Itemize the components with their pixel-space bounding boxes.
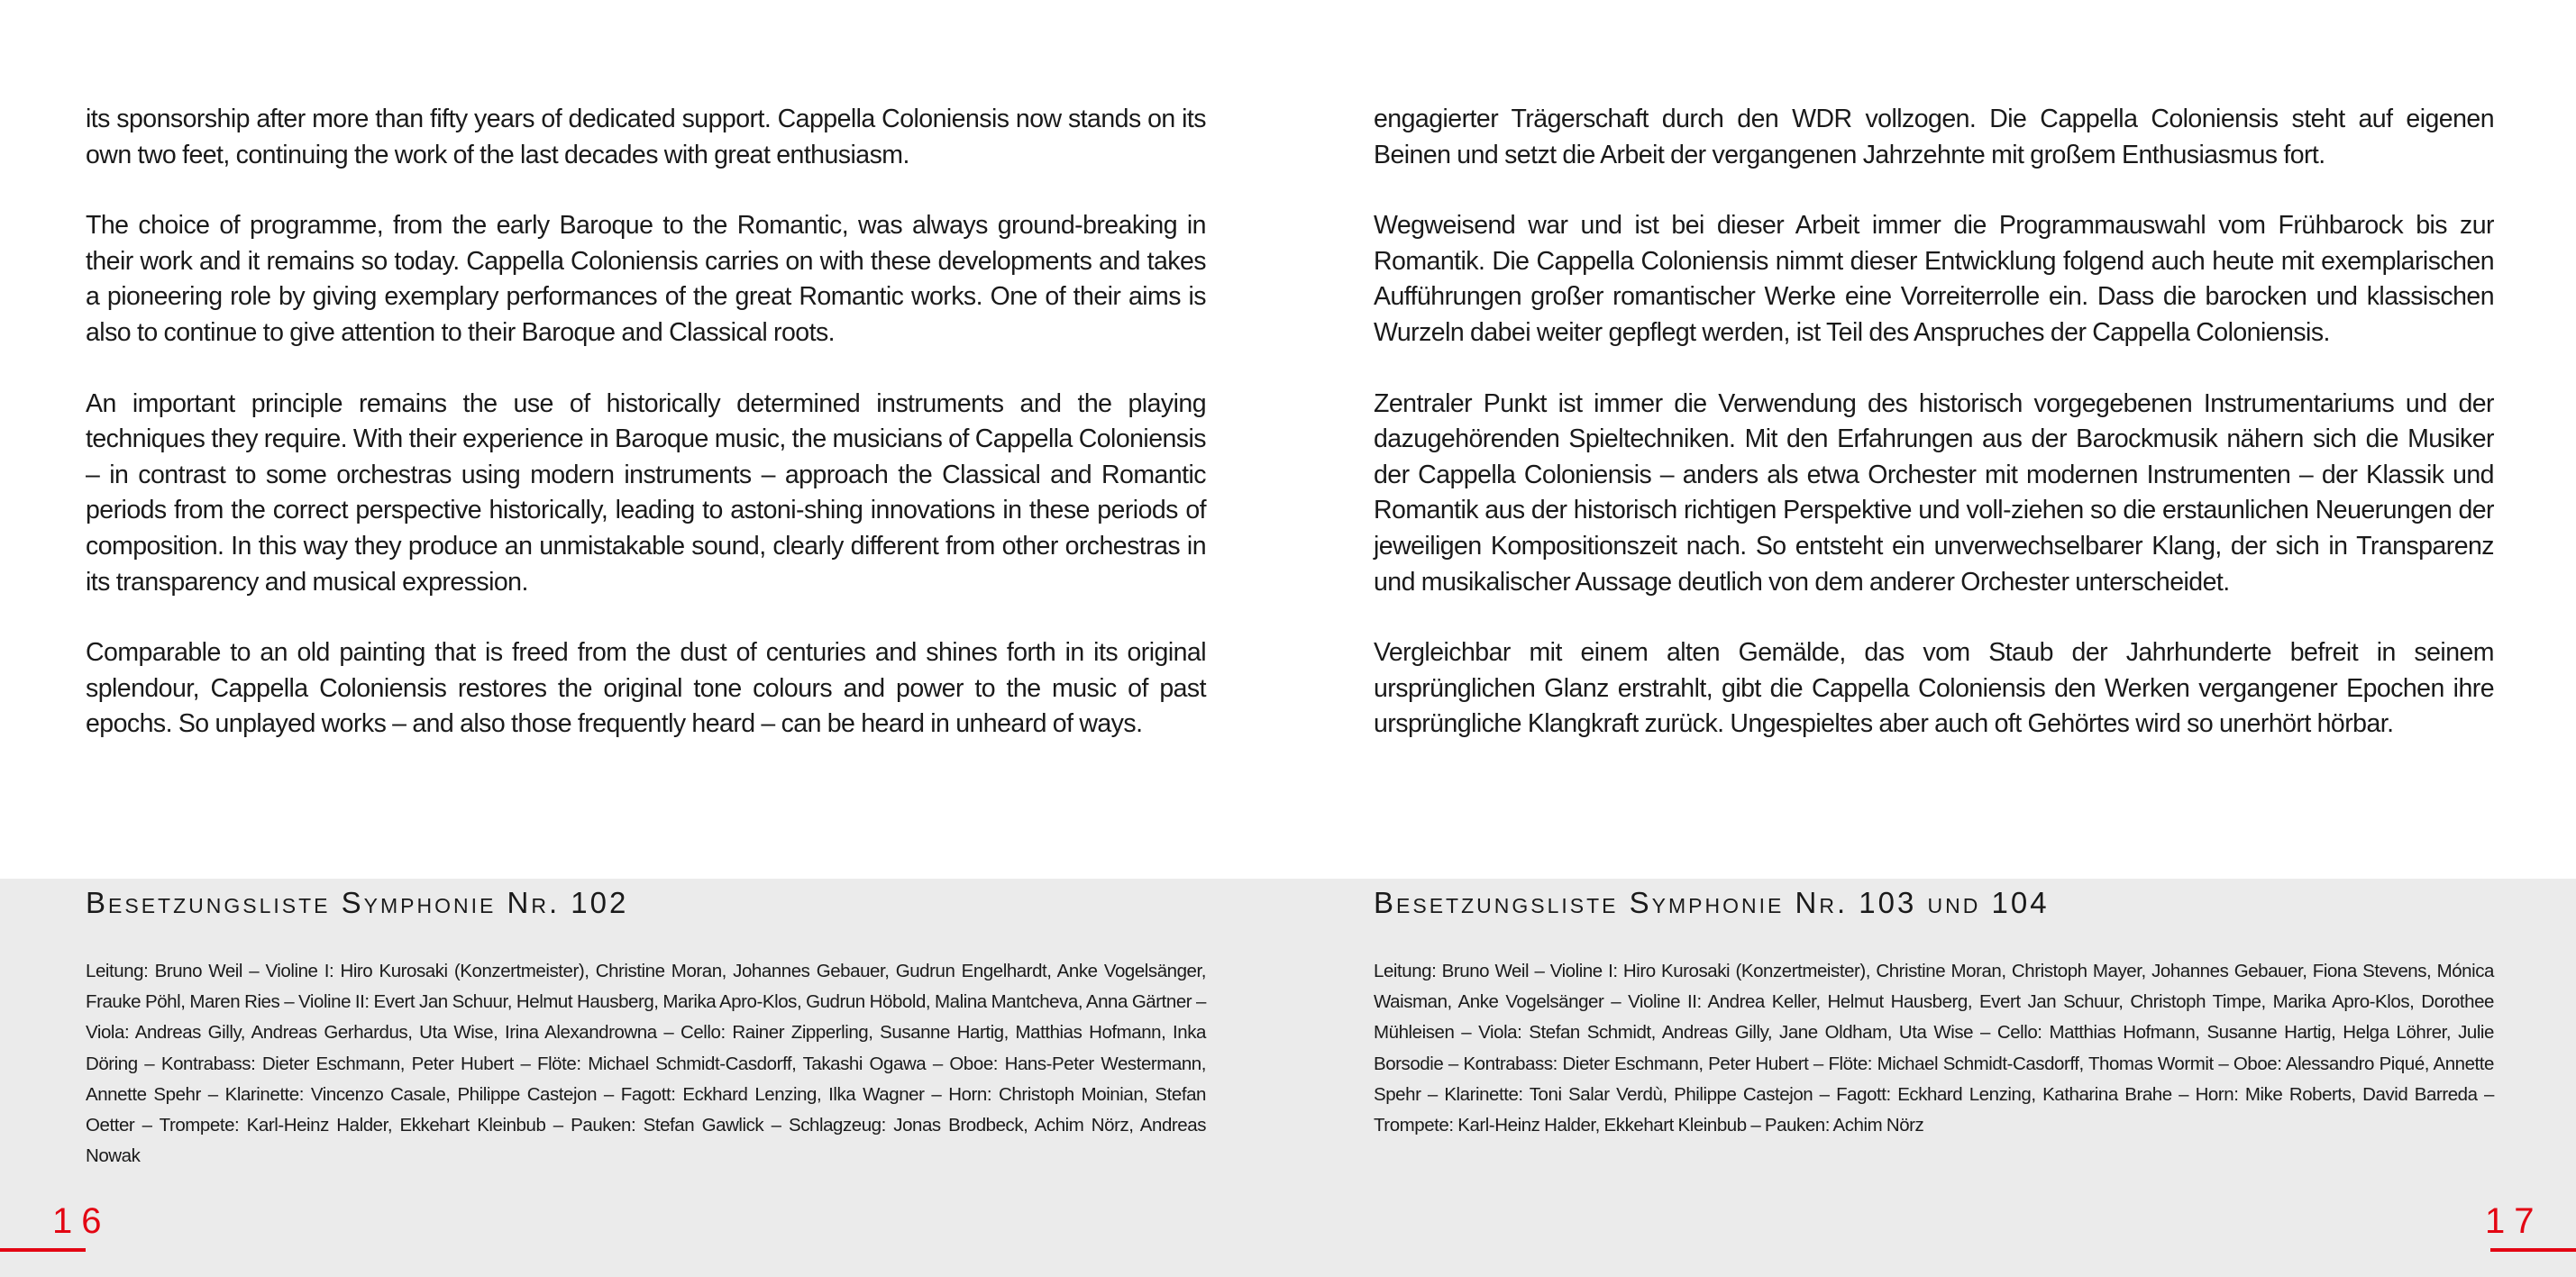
right-page-number: 17 <box>2485 1201 2544 1241</box>
left-cast-list: Leitung: Bruno Weil – Violine I: Hiro Kurosaki (Konzertmeister), Christine Moran, Johannes Gebauer, Gudrun Engelhardt, Anke Vogelsänger, Frauke Pöhl, Maren Ries – Violine II: Evert Jan Schuur, Helmut Hausberg, Marika Apro-Klos, Gudrun Höbold, Malina Mantcheva, Anna Gärtner – Viola: Andreas Gilly, Andreas Gerhardus, Uta Wise, Irina Alexandrowna – Cello: Rainer Zipperling, Susanne Hartig, Matthias Hofmann, Inka Döring – Kontrabass: Dieter Eschmann, Peter Hubert – Flöte: Michael Schmidt-Casdorff, Takashi Ogawa – Oboe: Hans-Peter Westermann, Annette Spehr – Klarinette: Vincenzo Casale, Philippe Castejon – Fagott: Eckhard Lenzing, Ilka Wagner – Horn: Christoph Moinian, Stefan Oetter – Trompete: Karl-Heinz Halder, Ekkehart Kleinbub – Pauken: Stefan Gawlick – Schlagzeug: Jonas Brodbeck, Achim Nörz, Andreas Nowak <box>86 961 1206 1167</box>
left-cast-heading: Besetzungsliste Symphonie Nr. 102 <box>86 886 629 919</box>
right-page-body <box>1374 102 2494 778</box>
left-paragraph-3: An important principle remains the use of historically determined instruments and the playing techniques they require. With their experience in Baroque music, the musicians of Cappella Coloniensis – in contrast to some orchestras using modern instruments – approach the Classical and Romantic periods from the correct perspective historically, leading to astoni-shing innovations in these periods of composition. In this way they produce an unmistakable sound, clearly different from other orchestras in its transparency and musical expression. <box>86 388 1206 597</box>
right-cast-heading: Besetzungsliste Symphonie Nr. 103 und 104 <box>1374 886 2050 919</box>
left-cast-section <box>86 883 1206 1172</box>
right-paragraph-1: engagierter Trägerschaft durch den WDR vollzogen. Die Cappella Coloniensis steht auf eigenen Beinen und setzt die Arbeit der vergangenen Jahrzehnte mit großem Enthusiasmus fort. <box>1374 105 2494 169</box>
right-page-number-rule <box>2490 1248 2576 1252</box>
right-paragraph-2: Wegweisend war und ist bei dieser Arbeit immer die Programmauswahl vom Frühbarock bis zur Romantik. Die Cappella Coloniensis nimmt dieser Entwicklung folgend auch heute mit exemplarischen Aufführungen großer romantischer Werke eine Vorreiterrolle ein. Dass die barocken und klassischen Wurzeln dabei weiter gepflegt werden, ist Teil des Anspruches der Cappella Coloniensis. <box>1374 211 2494 347</box>
right-paragraph-4: Vergleichbar mit einem alten Gemälde, das vom Staub der Jahrhunderte befreit in seinem ursprünglichen Glanz erstrahlt, gibt die Cappella Coloniensis den Werken vergangener Epochen ihre ursprüngliche Klangkraft zurück. Ungespieltes aber auch oft Gehörtes wird so unerhört hörbar. <box>1374 638 2494 739</box>
left-page-body <box>86 102 1206 778</box>
left-paragraph-1: its sponsorship after more than fifty years of dedicated support. Cappella Coloniensis now stands on its own two feet, continuing the work of the last decades with great enthusiasm. <box>86 105 1206 169</box>
left-page-number: 16 <box>52 1201 111 1241</box>
left-paragraph-4: Comparable to an old painting that is freed from the dust of centuries and shines forth in its original splendour, Cappella Coloniensis restores the original tone colours and power to the music of past epochs. So unplayed works – and also those frequently heard – can be heard in unheard of ways. <box>86 638 1206 739</box>
right-cast-section <box>1374 883 2494 1141</box>
right-cast-list: Leitung: Bruno Weil – Violine I: Hiro Kurosaki (Konzertmeister), Christine Moran, Christoph Mayer, Johannes Gebauer, Fiona Stevens, Mónica Waisman, Anke Vogelsänger – Violine II: Andrea Keller, Helmut Hausberg, Evert Jan Schuur, Christoph Timpe, Marika Apro-Klos, Dorothee Mühleisen – Viola: Stefan Schmidt, Andreas Gilly, Jane Oldham, Uta Wise – Cello: Matthias Hofmann, Susanne Hartig, Helga Löhrer, Julie Borsodie – Kontrabass: Dieter Eschmann, Peter Hubert – Flöte: Michael Schmidt-Casdorff, Thomas Wormit – Oboe: Alessandro Piqué, Annette Spehr – Klarinette: Toni Salar Verdù, Philippe Castejon – Fagott: Eckhard Lenzing, Katharina Brahe – Horn: Mike Roberts, David Barreda – Trompete: Karl-Heinz Halder, Ekkehart Kleinbub – Pauken: Achim Nörz <box>1374 961 2494 1136</box>
right-paragraph-3: Zentraler Punkt ist immer die Verwendung des historisch vorgegebenen Instrumentariums und der dazugehörenden Spieltechniken. Mit den Erfahrungen aus der Barockmusik nähern sich die Musiker der Cappella Coloniensis – anders als etwa Orchester mit modernen Instrumenten – der Klassik und Romantik aus der historisch richtigen Perspektive und voll-ziehen so die erstaunlichen Neuerungen der jeweiligen Kompositionszeit nach. So entsteht ein unverwechselbarer Klang, der sich in Transparenz und musikalischer Aussage deutlich von dem anderer Orchester unterscheidet. <box>1374 388 2494 597</box>
left-page-number-rule <box>0 1248 86 1252</box>
left-paragraph-2: The choice of programme, from the early Baroque to the Romantic, was always ground-breaking in their work and it remains so today. Cappella Coloniensis carries on with these developments and takes a pioneering role by giving exemplary performances of the great Romantic works. One of their aims is also to continue to give attention to their Baroque and Classical roots. <box>86 211 1206 347</box>
